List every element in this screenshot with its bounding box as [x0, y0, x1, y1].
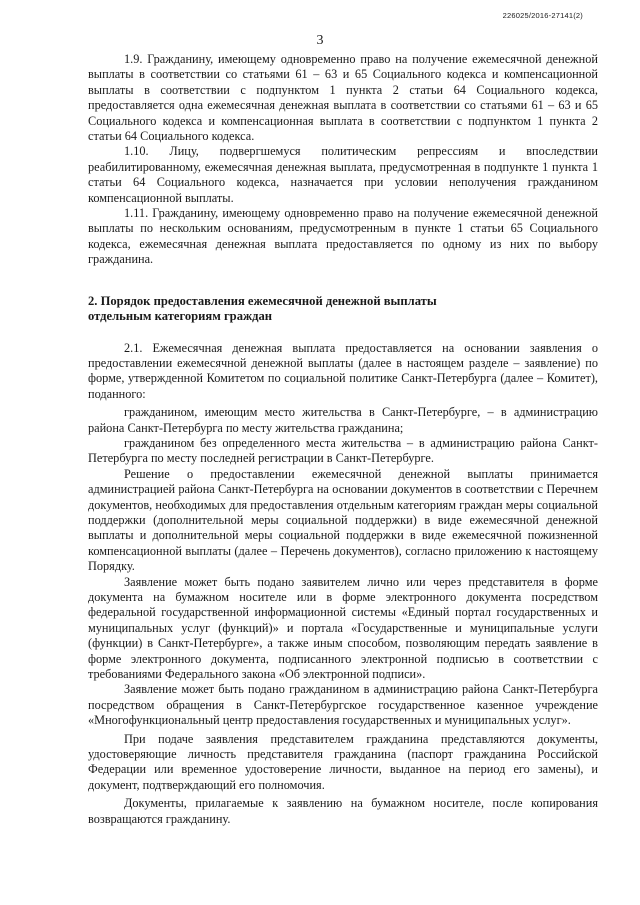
paragraph-documents-returned: Документы, прилагаемые к заявлению на бумажном носителе, после копирования возвращаются гражданину.	[88, 796, 598, 826]
page-number: 3	[316, 33, 324, 48]
section-title-line-2: отдельным категориям граждан	[88, 309, 273, 324]
paragraph-2-1: 2.1. Ежемесячная денежная выплата предоставляется на основании заявления о предоставлении ежемесячной денежной выплаты (далее в настоящем разделе – заявление) по форме, утвержденной Комитетом по социальной политике Санкт-Петербурга (далее – Комитет), поданного:	[88, 340, 598, 401]
paragraph-1-10: 1.10. Лицу, подвергшемуся политическим репрессиям и впоследствии реабилитированному, ежемесячная денежная выплата, предусмотренная в подпункте 1 пункта 1 статьи 64 Социального кодекса, назначается при условии неполучения гражданином компенсационной выплаты.	[88, 144, 598, 205]
document-id: 226025/2016-27141(2)	[502, 11, 583, 20]
section-title-line-1: 2. Порядок предоставления ежемесячной денежной выплаты	[88, 293, 437, 308]
section-2-title	[88, 294, 598, 325]
paragraph-submission-methods: Заявление может быть подано заявителем лично или через представителя в форме документа на бумажном носителе или в форме электронного документа посредством федеральной государственной информационной системы «Единый портал государственных и муниципальных услуг (функций)» и портала «Государственные и муниципальные услуги (функции) в Санкт-Петербурге», а также иным способом, позволяющим передать заявление в форме электронного документа, подписанного электронной подписью в соответствии с требованиями Федерального закона «Об электронной подписи».	[88, 574, 598, 682]
paragraph-resident: гражданином, имеющим место жительства в Санкт-Петербурге, – в администрацию района Санкт-Петербурга по месту жительства гражданина;	[88, 405, 598, 435]
paragraph-homeless: гражданином без определенного места жительства – в администрацию района Санкт-Петербурга по месту последней регистрации в Санкт-Петербурге.	[88, 435, 598, 466]
paragraph-1-9: 1.9. Гражданину, имеющему одновременно право на получение ежемесячной денежной выплаты в соответствии со статьями 61 – 63 и 65 Социального кодекса и компенсационной выплаты в соответствии с подпунктом 1 пункта 2 статьи 64 Социального кодекса, предоставляется одна ежемесячная денежная выплата в соответствии со статьями 61 – 63 и 65 Социального кодекса и компенсационная выплата в соответствии с подпунктом 1 пункта 2 статьи 64 Социального кодекса.	[88, 52, 598, 144]
paragraph-1-11: 1.11. Гражданину, имеющему одновременно право на получение ежемесячной денежной выплаты по нескольким основаниям, предусмотренным в пункте 1 статьи 65 Социального кодекса, ежемесячная денежная выплата предоставляется по одному из них по выбору гражданина.	[88, 206, 598, 267]
paragraph-mfc: Заявление может быть подано гражданином в администрацию района Санкт-Петербурга посредством обращения в Санкт-Петербургское государственное казенное учреждение «Многофункциональный центр предоставления государственных и муниципальных услуг».	[88, 682, 598, 728]
paragraph-representative: При подаче заявления представителем гражданина представляются документы, удостоверяющие личность представителя гражданина (паспорт гражданина Российской Федерации или временное удостоверение личности, выданное на период его замены), и документ, подтверждающий его полномочия.	[88, 731, 598, 792]
paragraph-decision: Решение о предоставлении ежемесячной денежной выплаты принимается администрацией района Санкт-Петербурга на основании документов в соответствии с Перечнем документов, необходимых для предоставления отдельным категориям граждан меры социальной поддержки (дополнительной меры социальной поддержки) в виде ежемесячной денежной выплаты и дополнительной меры социальной поддержки в виде ежемесячной пожизненной компенсационной выплаты (далее – Перечень документов), согласно приложению к настоящему Порядку.	[88, 466, 598, 574]
document-body	[88, 52, 598, 827]
